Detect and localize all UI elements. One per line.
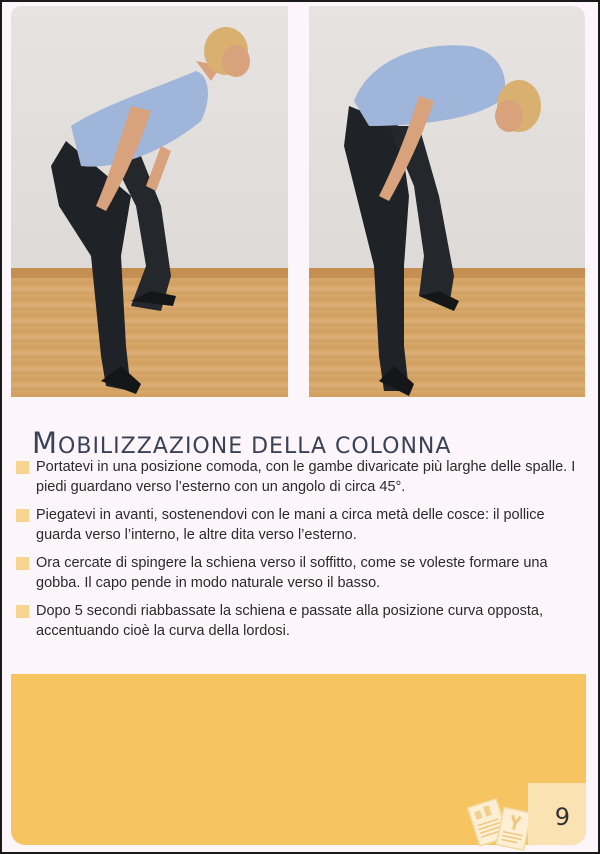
instruction-text: Portatevi in una posizione comoda, con le gambe divaricate più larghe delle spalle. I piedi guardano verso l’esterno con un angolo di circa 45°.: [36, 459, 576, 495]
book-page: [2, 2, 598, 852]
woman-figure: [309, 6, 585, 397]
documents-icon: [467, 796, 537, 854]
instruction-item: [16, 505, 576, 545]
page-number-tab: [528, 783, 586, 845]
title-part-2: DELLA COLONNA: [243, 434, 452, 460]
square-bullet-icon: [16, 605, 29, 618]
instruction-item: [16, 601, 576, 641]
title-part-1: OBILIZZAZIONE: [58, 434, 244, 460]
instruction-text: Ora cercate di spingere la schiena verso il soffitto, come se voleste formare una gobba. Il capo pende in modo naturale verso il basso.: [36, 555, 548, 591]
page-number: 9: [554, 803, 570, 831]
square-bullet-icon: [16, 557, 29, 570]
instruction-list: [16, 457, 576, 649]
square-bullet-icon: [16, 509, 29, 522]
woman-figure: [11, 6, 288, 397]
square-bullet-icon: [16, 461, 29, 474]
photo-rounded-back: [309, 6, 585, 397]
instruction-text: Dopo 5 secondi riabbassate la schiena e passate alla posizione curva opposta, accentuando cioè la curva della lordosi.: [36, 603, 544, 639]
title-initial: M: [32, 426, 59, 461]
instruction-item: [16, 553, 576, 593]
instruction-item: [16, 457, 576, 497]
footer-panel: [11, 674, 586, 845]
photo-flat-back: [11, 6, 288, 397]
section-title: [32, 426, 451, 460]
instruction-text: Piegatevi in avanti, sostenendovi con le mani a circa metà delle cosce: il pollice guarda verso l’interno, le altre dita verso l’esterno.: [36, 507, 545, 543]
